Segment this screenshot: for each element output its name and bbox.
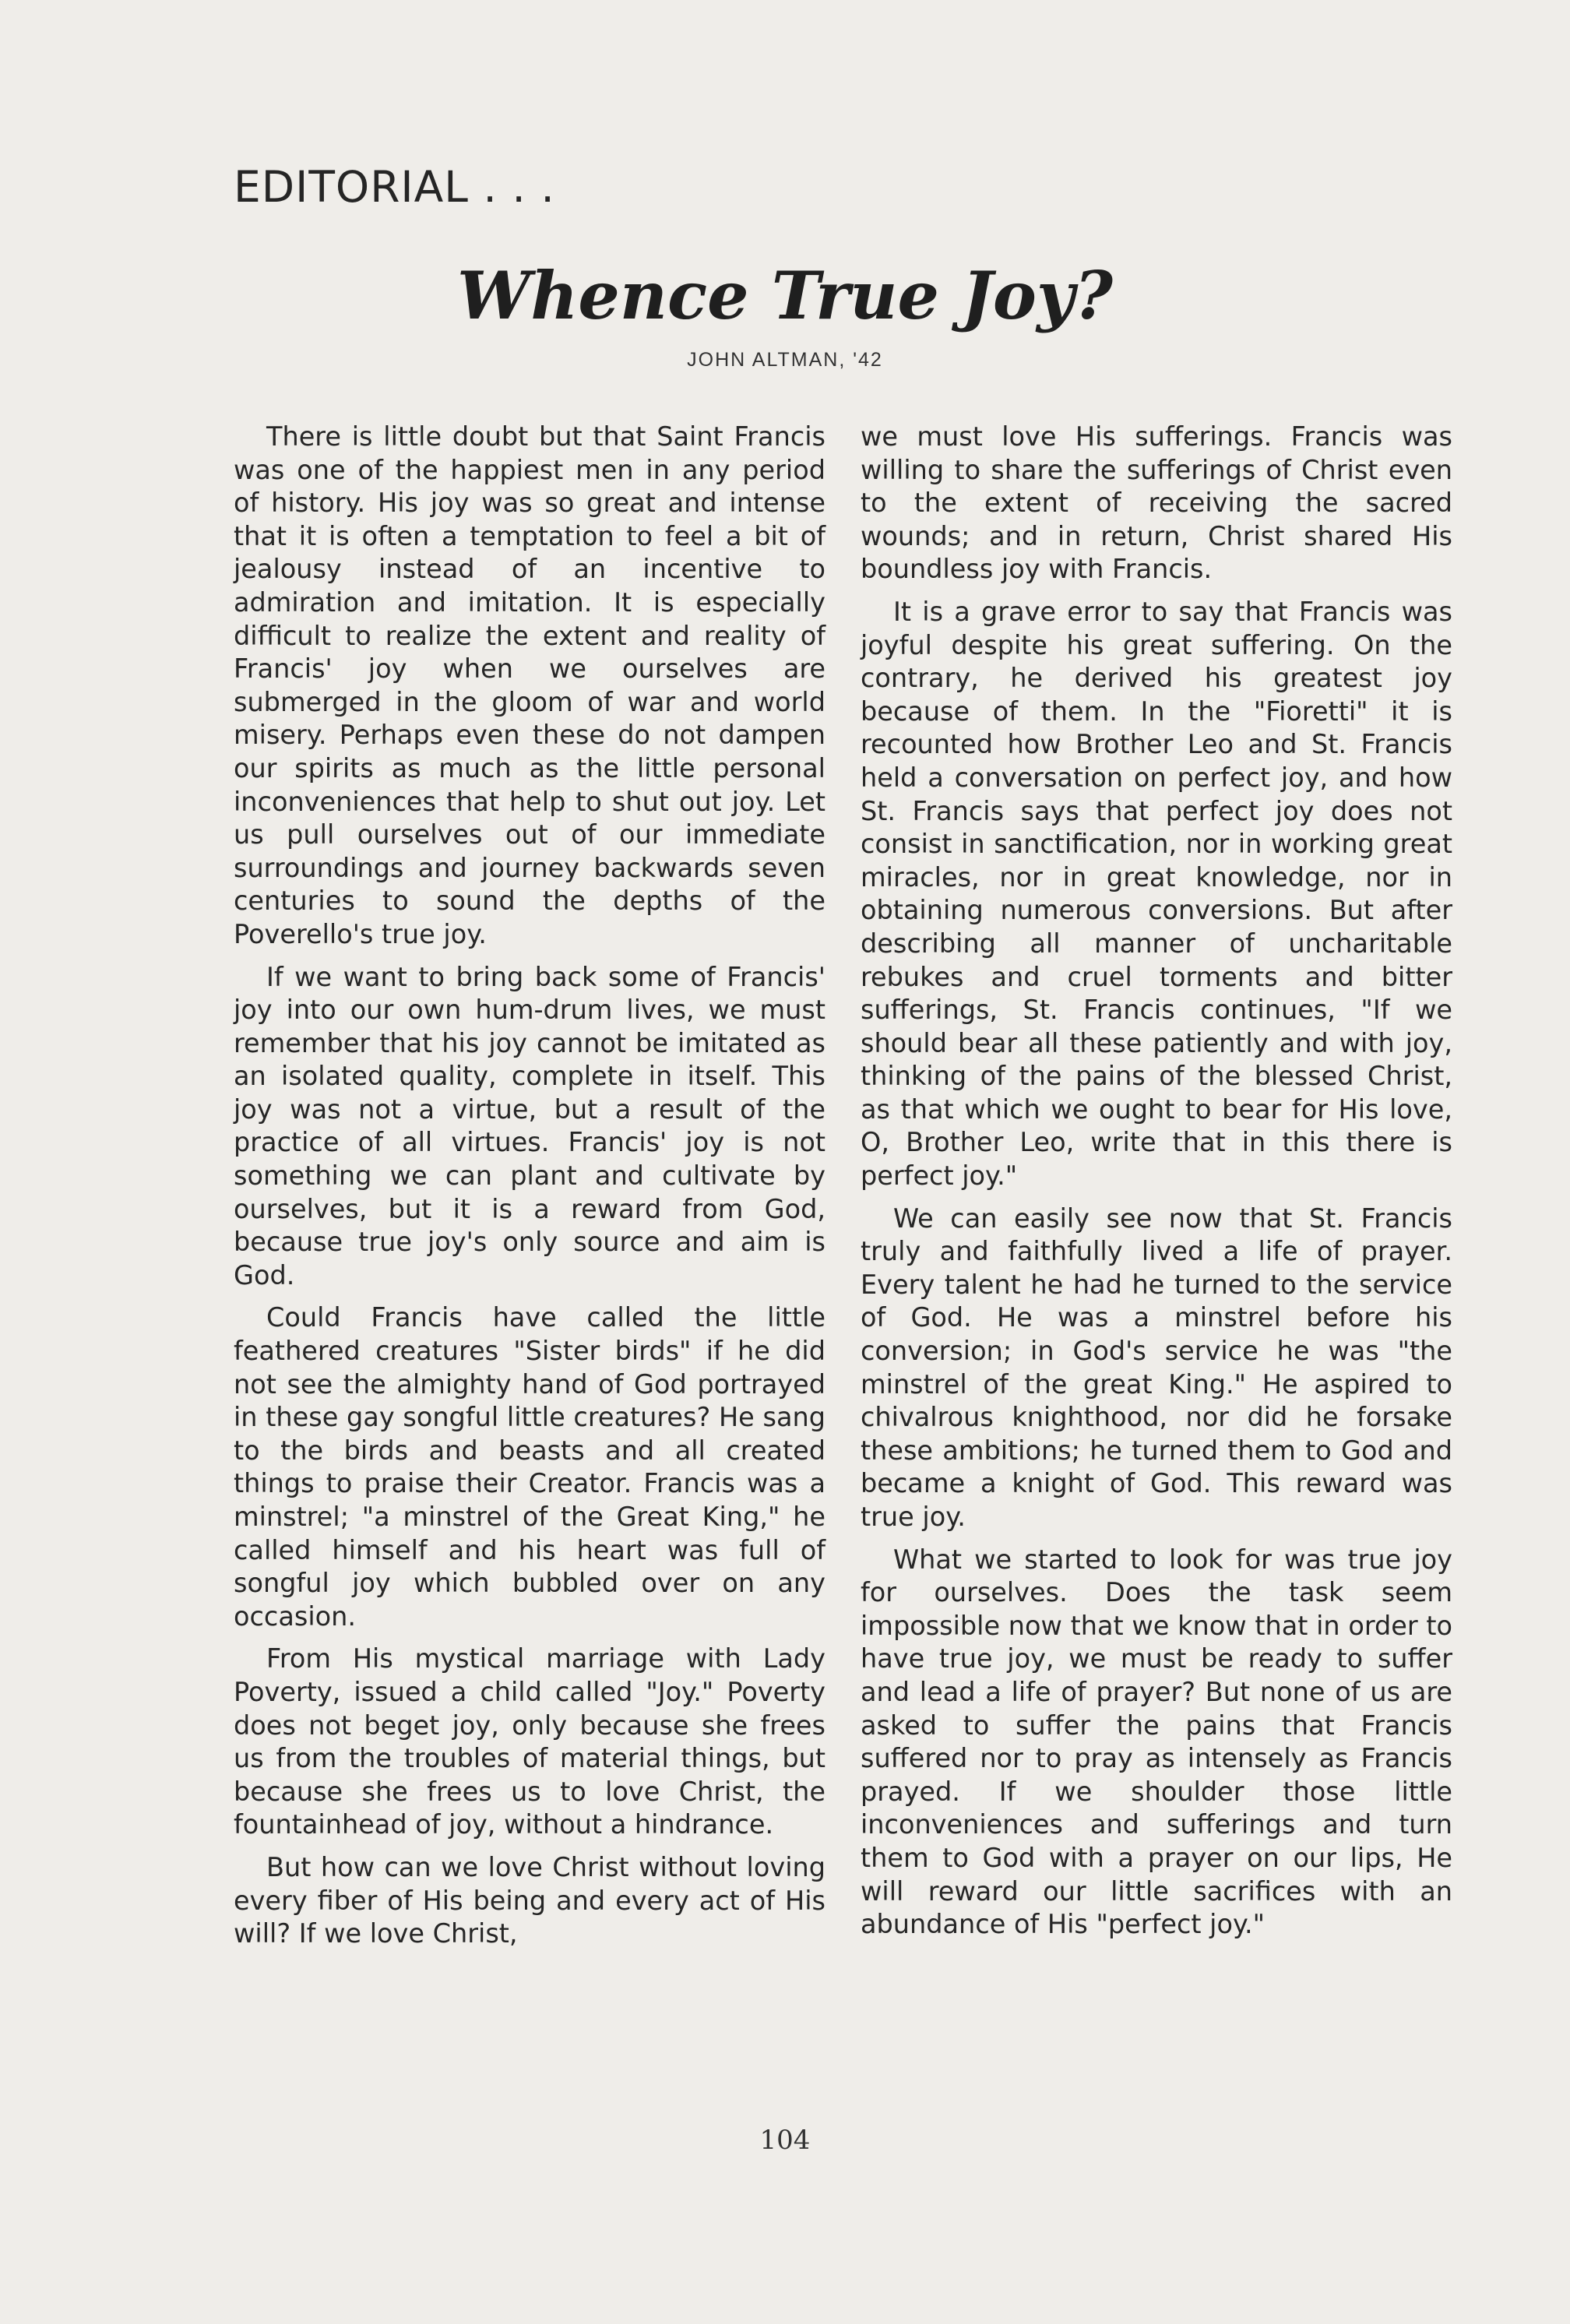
left-column <box>234 421 825 1960</box>
paragraph: It is a grave error to say that Francis was joyful despite his great suffering. On the contrary, he derived his greatest joy because of them. In the "Fioretti" it is recounted how Brother Leo and St. Francis held a conversation on perfect joy, and how St. Francis says that perfect joy does not consist in sanctification, nor in working great miracles, nor in great knowledge, nor in obtaining numerous conversions. But after describing all manner of uncharitable rebukes and cruel torments and bitter sufferings, St. Francis continues, "If we should bear all these patiently and with joy, thinking of the pains of the blessed Christ, as that which we ought to bear for His love, O, Brother Leo, write that in this there is perfect joy." <box>861 596 1452 1192</box>
article-author: JOHN ALTMAN, '42 <box>687 349 883 371</box>
paragraph: There is little doubt but that Saint Francis was one of the happiest men in any period of history. His joy was so great and intense that it is often a temptation to feel a bit of jealousy instead of an incentive to admiration and imitation. It is especially difficult to realize the extent and reality of Francis' joy when we ourselves are submerged in the gloom of war and world misery. Perhaps even these do not dampen our spirits as much as the little personal inconveniences that help to shut out joy. Let us pull ourselves out of our immediate surroundings and journey backwards seven centuries to sound the depths of the Poverello's true joy. <box>234 421 825 949</box>
paragraph: We can easily see now that St. Francis truly and faithfully lived a life of prayer. Every talent he had he turned to the service of God. He was a minstrel before his conversion; in God's service he was "the minstrel of the great King." He aspired to chivalrous knighthood, nor did he forsake these ambitions; he turned them to God and became a knight of God. This reward was true joy. <box>861 1202 1452 1532</box>
page-number: 104 <box>759 2125 811 2156</box>
paragraph: From His mystical marriage with Lady Poverty, issued a child called "Joy." Poverty does not beget joy, only because she frees us from the troubles of material things, but because she frees us to love Christ, the fountainhead of joy, without a hindrance. <box>234 1643 825 1840</box>
section-label: EDITORIAL . . . <box>234 162 555 212</box>
article-title: Whence True Joy? <box>457 257 1113 334</box>
paragraph: If we want to bring back some of Francis' joy into our own hum-drum lives, we must remember that his joy cannot be imitated as an isolated quality, complete in itself. This joy was not a virtue, but a result of the practice of all virtues. Francis' joy is not something we can plant and cultivate by ourselves, but it is a reward from God, because true joy's only source and aim is God. <box>234 961 825 1291</box>
right-column <box>861 421 1452 1951</box>
paragraph: But how can we love Christ without loving every fiber of His being and every act of His will? If we love Christ, <box>234 1851 825 1949</box>
paragraph: Could Francis have called the little feathered creatures "Sister birds" if he did not see the almighty hand of God portrayed in these gay songful little creatures? He sang to the birds and beasts and all created things to praise their Creator. Francis was a minstrel; "a minstrel of the Great King," he called himself and his heart was full of songful joy which bubbled over on any occasion. <box>234 1302 825 1632</box>
paragraph: we must love His sufferings. Francis was willing to share the sufferings of Christ even to the extent of receiving the sacred wounds; and in return, Christ shared His boundless joy with Francis. <box>861 421 1452 585</box>
paragraph: What we started to look for was true joy for ourselves. Does the task seem impossible now that we know that in order to have true joy, we must be ready to suffer and lead a life of prayer? But none of us are asked to suffer the pains that Francis suffered nor to pray as intensely as Francis prayed. If we shoulder those little inconveniences and sufferings and turn them to God with a prayer on our lips, He will reward our little sacrifices with an abundance of His "perfect joy." <box>861 1544 1452 1940</box>
